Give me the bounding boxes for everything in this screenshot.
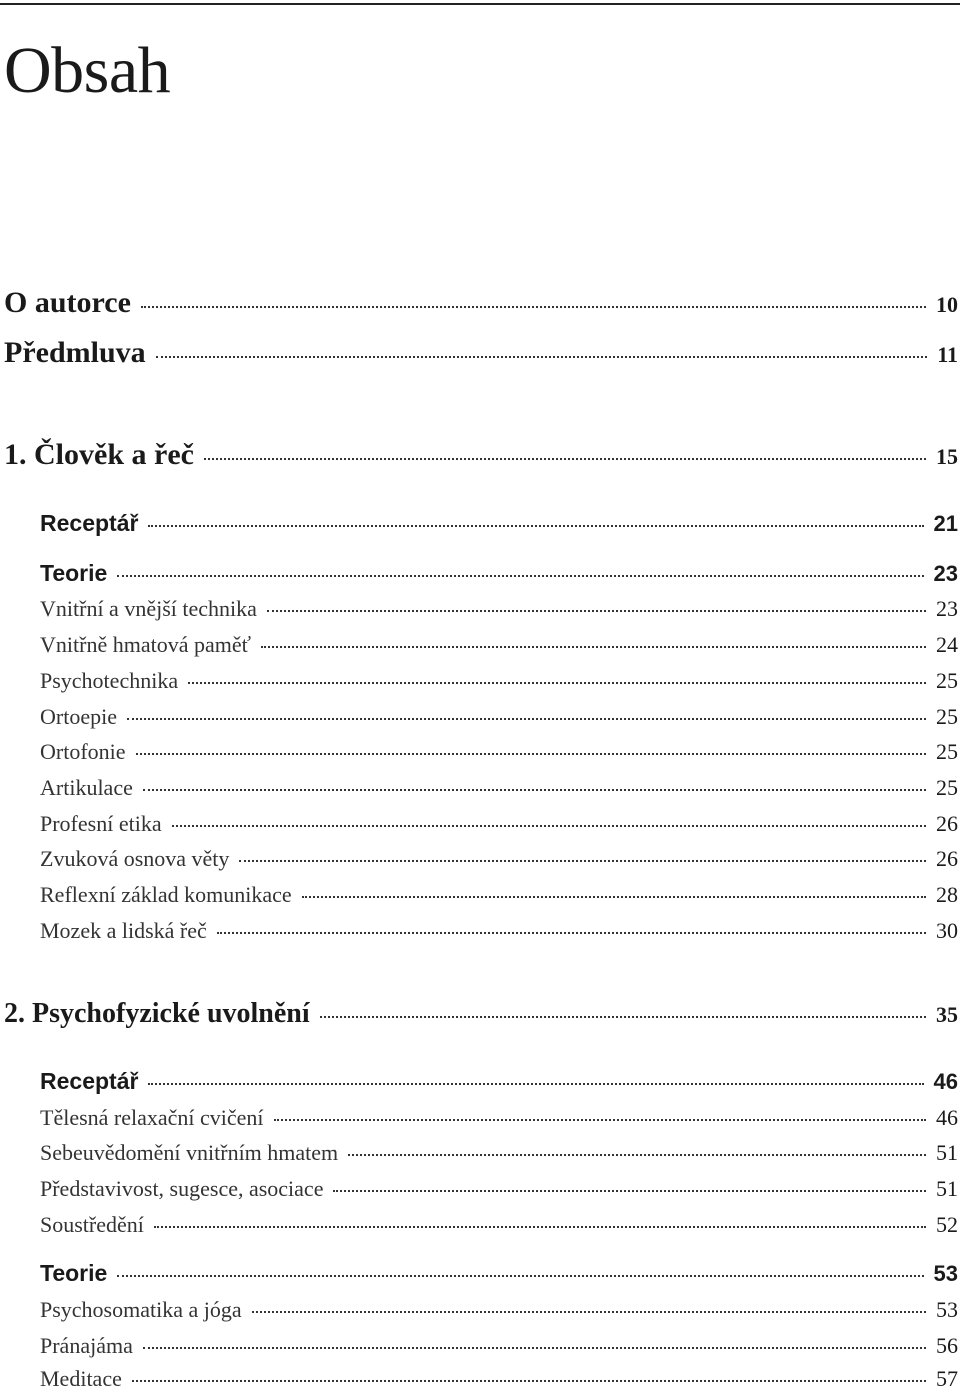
dot-leader [252, 1309, 926, 1313]
toc-entry-item[interactable] [40, 1212, 958, 1238]
toc-entry-page: 15 [936, 444, 958, 469]
dot-leader [172, 823, 926, 827]
dot-leader [204, 456, 926, 460]
toc-entry-item[interactable] [40, 918, 958, 944]
page-title: Obsah [4, 34, 171, 107]
toc-entry-page: 35 [936, 1002, 958, 1027]
toc-entry-item[interactable] [40, 882, 958, 908]
dot-leader [188, 680, 926, 684]
toc-entry-label: Ortoepie [40, 704, 117, 729]
toc-entry-item[interactable] [40, 1140, 958, 1166]
toc-entry-label: Představivost, sugesce, asociace [40, 1176, 324, 1201]
toc-entry-item[interactable] [40, 1366, 958, 1392]
toc-entry-item[interactable] [40, 596, 958, 622]
toc-entry-label: 2. Psychofyzické uvolnění [4, 998, 310, 1029]
toc-entry-label: Psychotechnika [40, 668, 179, 693]
dot-leader [136, 751, 926, 755]
toc-entry-label: Profesní etika [40, 811, 162, 836]
toc-entry-page: 28 [936, 882, 958, 907]
toc-entry-page: 56 [936, 1333, 958, 1358]
toc-entry-label: Artikulace [40, 775, 133, 800]
toc-entry-page: 46 [933, 1069, 958, 1094]
toc-entry-page: 25 [936, 704, 958, 729]
toc-entry-label: Vnitřní a vnější technika [40, 596, 257, 621]
dot-leader [156, 354, 928, 358]
dot-leader [143, 787, 926, 791]
dot-leader [239, 858, 926, 862]
toc-entry-receptar-1[interactable] [40, 510, 958, 537]
toc-entry-label: Psychosomatika a jóga [40, 1297, 242, 1322]
toc-entry-item[interactable] [40, 846, 958, 872]
toc-entry-label: Zvuková osnova věty [40, 846, 230, 871]
toc-entry-label: Reflexní základ komunikace [40, 882, 292, 907]
dot-leader [261, 644, 926, 648]
dot-leader [117, 573, 923, 577]
dot-leader [127, 716, 926, 720]
toc-entry-label: Sebeuvědomění vnitřním hmatem [40, 1140, 339, 1165]
toc-entry-label: Meditace [40, 1366, 122, 1391]
dot-leader [267, 608, 926, 612]
toc-entry-label: 1. Člověk a řeč [4, 438, 194, 471]
toc-entry-item[interactable] [40, 811, 958, 837]
dot-leader [320, 1014, 926, 1018]
toc-entry-page: 53 [936, 1297, 958, 1322]
toc-entry-item[interactable] [40, 668, 958, 694]
dot-leader [274, 1117, 926, 1121]
toc-entry-page: 23 [933, 561, 958, 586]
toc-entry-page: 53 [933, 1261, 958, 1286]
toc-entry-page: 25 [936, 668, 958, 693]
toc-entry-page: 51 [936, 1176, 958, 1201]
toc-entry-page: 23 [936, 596, 958, 621]
toc-entry-label: Teorie [40, 560, 108, 586]
toc-entry-item[interactable] [40, 739, 958, 765]
toc-entry-page: 25 [936, 775, 958, 800]
toc-entry-receptar-2[interactable] [40, 1068, 958, 1095]
dot-leader [333, 1188, 926, 1192]
toc-entry-chapter-1[interactable] [4, 438, 958, 472]
dot-leader [217, 930, 926, 934]
toc-entry-label: O autorce [4, 286, 131, 319]
toc-entry-label: Teorie [40, 1260, 108, 1286]
toc-entry-label: Tělesná relaxační cvičení [40, 1105, 264, 1130]
toc-entry-teorie-2[interactable] [40, 1260, 958, 1287]
toc-entry-label: Mozek a lidská řeč [40, 918, 207, 943]
toc-entry-item[interactable] [40, 1333, 958, 1359]
toc-entry-item[interactable] [40, 1105, 958, 1131]
toc-entry-label: Předmluva [4, 336, 146, 369]
toc-entry-page: 57 [936, 1366, 958, 1391]
dot-leader [302, 894, 926, 898]
toc-entry-page: 46 [936, 1105, 958, 1130]
toc-entry-page: 30 [936, 918, 958, 943]
toc-entry-label: Soustředění [40, 1212, 144, 1237]
toc-entry-label: Receptář [40, 1068, 139, 1094]
toc-entry-item[interactable] [40, 1176, 958, 1202]
dot-leader [143, 1345, 926, 1349]
dot-leader [132, 1378, 926, 1382]
toc-entry-page: 26 [936, 846, 958, 871]
toc-entry-page: 25 [936, 739, 958, 764]
toc-entry-teorie-1[interactable] [40, 560, 958, 587]
toc-entry-page: 26 [936, 811, 958, 836]
toc-entry-page: 11 [937, 342, 958, 367]
toc-entry-page: 51 [936, 1140, 958, 1165]
toc-entry-page: 10 [936, 292, 958, 317]
toc-entry-o-autorce[interactable] [4, 286, 958, 320]
dot-leader [148, 1081, 923, 1085]
toc-entry-label: Vnitřně hmatová paměť [40, 632, 251, 657]
toc-entry-item[interactable] [40, 704, 958, 730]
toc-entry-item[interactable] [40, 632, 958, 658]
toc-entry-label: Receptář [40, 510, 139, 536]
toc-entry-chapter-2[interactable] [4, 998, 958, 1030]
dot-leader [117, 1273, 923, 1277]
toc-entry-page: 24 [936, 632, 958, 657]
toc-entry-page: 21 [933, 511, 958, 536]
dot-leader [141, 304, 926, 308]
dot-leader [154, 1224, 926, 1228]
dot-leader [348, 1152, 926, 1156]
toc-entry-item[interactable] [40, 1297, 958, 1323]
toc-entry-label: Ortofonie [40, 739, 126, 764]
toc-entry-item[interactable] [40, 775, 958, 801]
dot-leader [148, 523, 923, 527]
toc-entry-predmluva[interactable] [4, 336, 958, 370]
toc-entry-label: Pránajáma [40, 1333, 133, 1358]
toc-entry-page: 52 [936, 1212, 958, 1237]
